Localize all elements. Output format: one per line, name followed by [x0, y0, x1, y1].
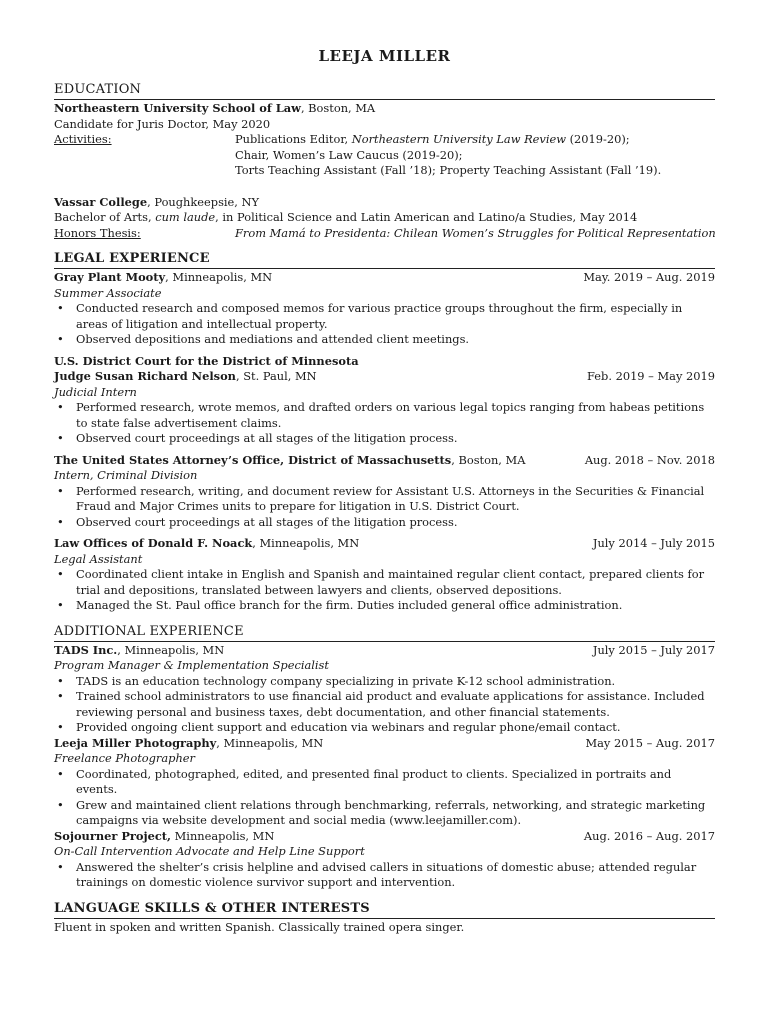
- section-heading-legal: LEGAL EXPERIENCE: [54, 251, 715, 269]
- bullet-item: • Observed court proceedings at all stages of the litigation process.: [54, 431, 715, 447]
- job-org: Law Offices of Donald F. Noack: [54, 536, 253, 550]
- bullet-item: • Performed research, writing, and document review for Assistant U.S. Attorneys in the Securities & Financial Fraud and Major Crimes units to prepare for litigation in U.S. District Court.: [54, 484, 715, 515]
- resume-page: [54, 46, 715, 935]
- job-title: Summer Associate: [54, 285, 162, 300]
- job-org: Leeja Miller Photography: [54, 735, 217, 750]
- thesis-title: From Mamá to Presidenta: Chilean Women’s Struggles for Political Representation: [235, 225, 716, 240]
- job-dates: July 2015 – July 2017: [592, 642, 715, 657]
- school-location: , Boston, MA: [300, 101, 376, 115]
- activities: [54, 132, 715, 179]
- job-location: , Boston, MA: [451, 452, 526, 467]
- job-title: Freelance Photographer: [54, 751, 195, 765]
- degree: Candidate for Juris Doctor, May 2020: [54, 116, 271, 131]
- job-title: Intern, Criminal Division: [54, 468, 198, 482]
- job-entry: [54, 453, 715, 531]
- languages-text: Fluent in spoken and written Spanish. Classically trained opera singer.: [54, 919, 465, 934]
- activity-item: Chair, Women’s Law Caucus (2019-20);: [235, 147, 463, 162]
- job-entry: [54, 536, 715, 614]
- bullet-item: • Coordinated client intake in English and Spanish and maintained regular client contact, prepared clients for trial and depositions, translated between lawyers and clients, observed depositions.: [54, 567, 715, 598]
- section-heading-additional: ADDITIONAL EXPERIENCE: [54, 624, 715, 642]
- bullet-item: • Provided ongoing client support and education via webinars and regular phone/email contact.: [54, 720, 715, 736]
- bullet-item: • Conducted research and composed memos for various practice groups throughout the firm, especially in areas of litigation and intellectual property.: [54, 301, 715, 332]
- job-entry: [54, 643, 715, 736]
- job-location: , Minneapolis, MN: [216, 735, 324, 750]
- section-heading-education: EDUCATION: [54, 82, 715, 100]
- bullet-item: • Observed depositions and mediations and attended client meetings.: [54, 332, 715, 348]
- job-org: Sojourner Project,: [54, 828, 172, 843]
- honors-thesis: [54, 226, 715, 242]
- job-title: Judicial Intern: [54, 384, 137, 399]
- job-dates: July 2014 – July 2015: [592, 536, 715, 550]
- activity-item: Torts Teaching Assistant (Fall ’18); Property Teaching Assistant (Fall ’19).: [235, 163, 662, 177]
- job-dates: May 2015 – Aug. 2017: [585, 735, 715, 750]
- job-entry: [54, 354, 715, 447]
- bullet-item: • Performed research, wrote memos, and drafted orders on various legal topics ranging from habeas petitions to state false advertisement claims.: [54, 400, 715, 431]
- bullet-item: • Answered the shelter’s crisis helpline and advised callers in situations of domestic abuse; attended regular trainings on domestic violence survivor support and intervention.: [54, 860, 715, 891]
- bullet-item: • Managed the St. Paul office branch for the firm. Duties included general office administration.: [54, 598, 715, 614]
- resume-name: LEEJA MILLER: [318, 47, 451, 65]
- job-entry: [54, 270, 715, 348]
- education-northeastern: [54, 101, 715, 179]
- section-heading-languages: LANGUAGE SKILLS & OTHER INTERESTS: [54, 901, 715, 919]
- job-org: TADS Inc.: [54, 642, 118, 657]
- degree: Bachelor of Arts, cum laude, in Political Science and Latin American and Latino/a Studies, May 2014: [54, 210, 638, 224]
- job-dates: Feb. 2019 – May 2019: [587, 369, 715, 383]
- bullet-item: • TADS is an education technology company specializing in private K-12 school administration.: [54, 674, 715, 690]
- activity-item: Publications Editor, Northeastern University Law Review (2019-20);: [235, 132, 630, 146]
- job-title: Legal Assistant: [54, 551, 143, 566]
- job-location: Minneapolis, MN: [171, 828, 275, 843]
- job-org: Gray Plant Mooty: [54, 270, 166, 284]
- education-vassar: [54, 195, 715, 242]
- job-dates: Aug. 2016 – Aug. 2017: [583, 828, 715, 843]
- school-name: Vassar College: [54, 194, 148, 209]
- bullet-item: • Grew and maintained client relations through benchmarking, referrals, networking, and strategic marketing campaigns via website development and social media (www.leejamiller.com).: [54, 798, 715, 829]
- job-entry: [54, 829, 715, 891]
- job-title: On-Call Intervention Advocate and Help Line Support: [54, 844, 365, 858]
- job-title: Program Manager & Implementation Specialist: [54, 658, 329, 672]
- activities-label: Activities:: [54, 132, 112, 146]
- job-dates: Aug. 2018 – Nov. 2018: [584, 452, 715, 467]
- job-location: , St. Paul, MN: [235, 369, 317, 383]
- thesis-label: Honors Thesis:: [54, 225, 141, 240]
- job-org-line: U.S. District Court for the District of Minnesota: [54, 353, 359, 368]
- job-location: , Minneapolis, MN: [117, 642, 225, 657]
- job-location: , Minneapolis, MN: [252, 536, 360, 550]
- bullet-item: • Trained school administrators to use financial aid product and evaluate applications for assistance. Included reviewing personal and business taxes, debt documentation, and other financial statements.: [54, 689, 715, 720]
- school-name: Northeastern University School of Law: [54, 101, 301, 115]
- job-org: Judge Susan Richard Nelson: [54, 369, 236, 383]
- job-location: , Minneapolis, MN: [165, 270, 273, 284]
- job-entry: [54, 736, 715, 829]
- bullet-item: • Observed court proceedings at all stages of the litigation process.: [54, 515, 715, 531]
- job-org: The United States Attorney’s Office, District of Massachusetts: [54, 452, 452, 467]
- job-dates: May. 2019 – Aug. 2019: [583, 270, 715, 284]
- bullet-item: • Coordinated, photographed, edited, and presented final product to clients. Specialized in portraits and events.: [54, 767, 715, 798]
- school-location: , Poughkeepsie, NY: [147, 194, 260, 209]
